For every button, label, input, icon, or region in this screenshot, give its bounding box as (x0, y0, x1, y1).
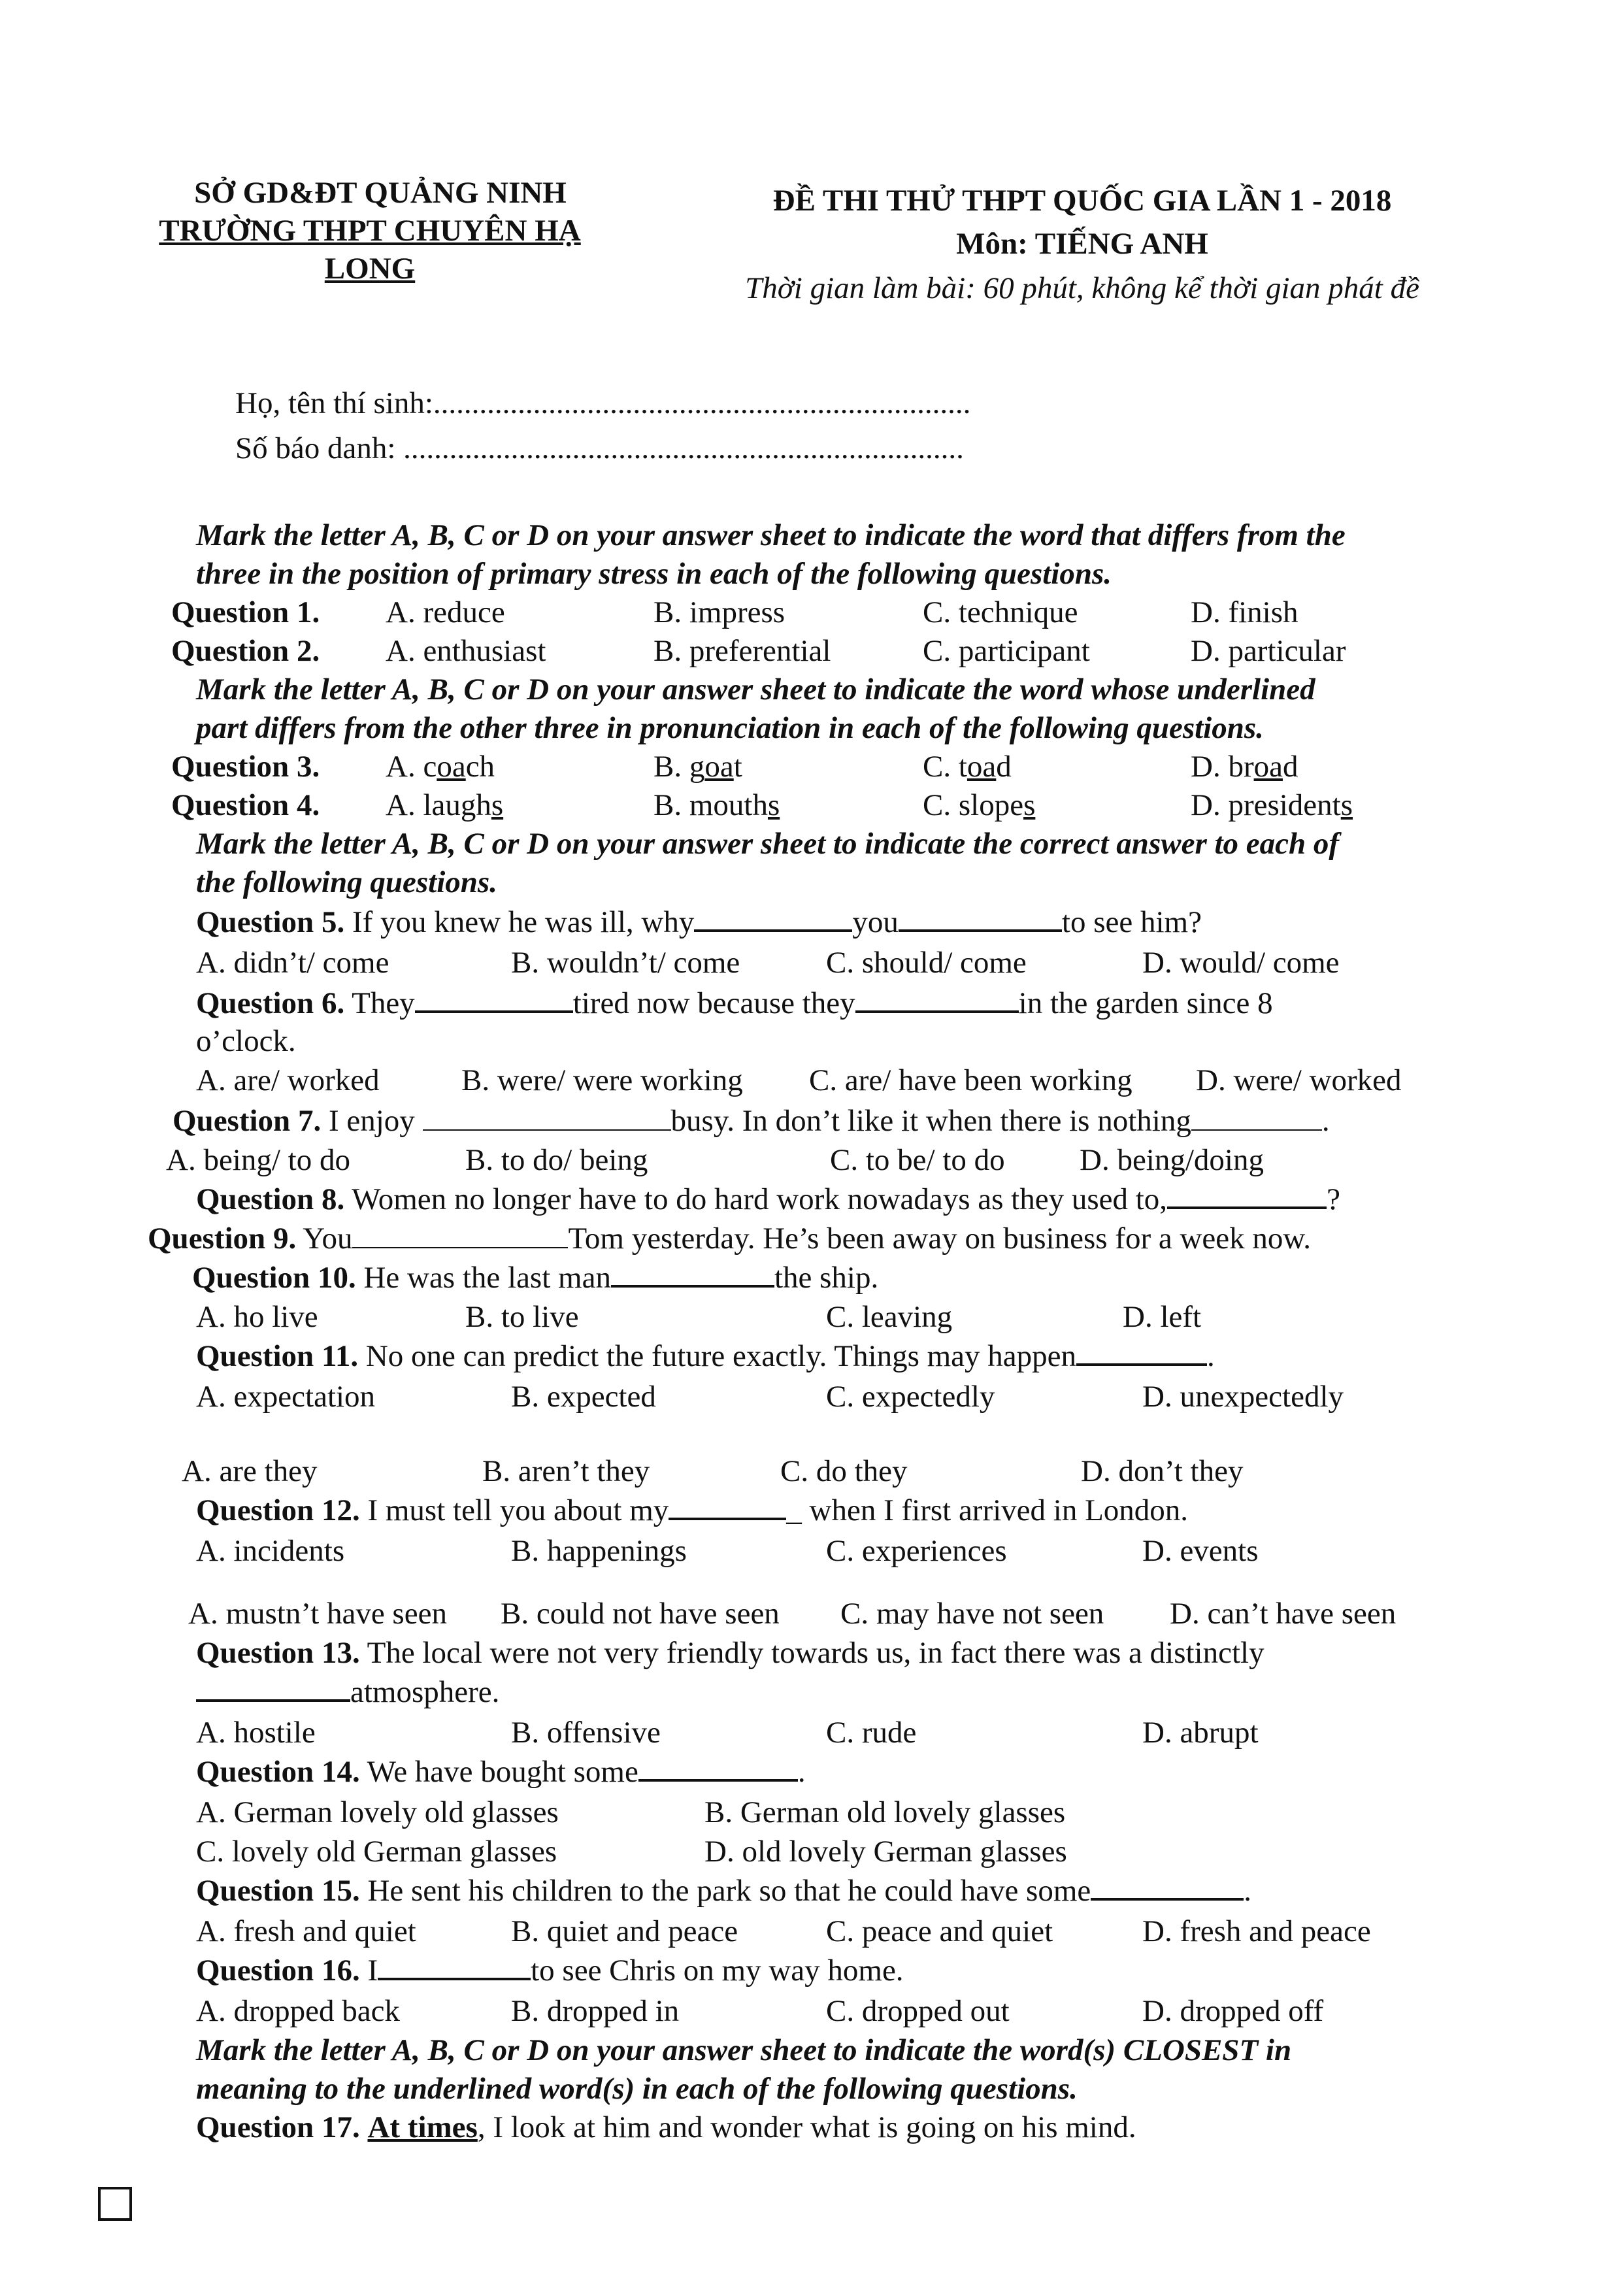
q7-option-b: B. to do/ being (465, 1143, 648, 1177)
instruction-stress-line2: three in the position of primary stress in each of the following questions. (196, 557, 1112, 591)
q5-option-c: C. should/ come (826, 946, 1027, 980)
q14-option-b: B. German old lovely glasses (704, 1795, 1066, 1829)
q2-label: Question 2. (171, 634, 320, 668)
q8-option-a: A. are they (182, 1454, 318, 1488)
instruction-pron-line1: Mark the letter A, B, C or D on your answer sheet to indicate the word whose underlined (196, 673, 1315, 707)
candidate-name-field: Họ, tên thí sinh:...................................................................... (235, 386, 971, 420)
q4-option-a: A. laughs (386, 788, 504, 822)
q14-option-a: A. German lovely old glasses (196, 1795, 559, 1829)
q4-option-b: B. mouths (653, 788, 780, 822)
q3-option-d: D. broad (1191, 750, 1298, 784)
q6-option-b: B. were/ were working (461, 1063, 743, 1097)
q6-option-d: D. were/ worked (1196, 1063, 1402, 1097)
q9-option-a: A. mustn’t have seen (188, 1597, 447, 1631)
q2-option-b: B. preferential (653, 634, 831, 668)
q11-option-c: C. expectedly (826, 1380, 995, 1414)
instruction-pron-line2: part differs from the other three in pronunciation in each of the following questions. (196, 711, 1264, 745)
q8-option-d: D. don’t they (1081, 1454, 1244, 1488)
q8-option-b: B. aren’t they (482, 1454, 650, 1488)
q16-option-a: A. dropped back (196, 1994, 400, 2028)
q4-label: Question 4. (171, 788, 320, 822)
q14-option-d: D. old lovely German glasses (704, 1835, 1067, 1869)
instruction-correct-line2: the following questions. (196, 865, 497, 899)
q14-stem: Question 14. We have bought some . (196, 1755, 806, 1789)
q5-option-b: B. wouldn’t/ come (511, 946, 740, 980)
q16-option-c: C. dropped out (826, 1994, 1010, 2028)
q9-option-b: B. could not have seen (501, 1597, 780, 1631)
q9-option-d: D. can’t have seen (1170, 1597, 1397, 1631)
q5-stem: Question 5. If you knew he was ill, why you to see him? (196, 905, 1202, 939)
q5-option-a: A. didn’t/ come (196, 946, 389, 980)
q3-option-b: B. goat (653, 750, 742, 784)
q15-stem: Question 15. He sent his children to the park so that he could have some . (196, 1874, 1252, 1908)
q11-option-b: B. expected (511, 1380, 656, 1414)
q12-option-b: B. happenings (511, 1534, 687, 1568)
q10-option-b: B. to live (465, 1300, 579, 1334)
q8-option-c: C. do they (780, 1454, 908, 1488)
q4-option-c: C. slopes (923, 788, 1036, 822)
q3-option-c: C. toad (923, 750, 1012, 784)
q10-option-d: D. left (1123, 1300, 1202, 1334)
q8-stem: Question 8. Women no longer have to do hard work nowadays as they used to, ? (196, 1182, 1340, 1216)
q4-option-d: D. presidents (1191, 788, 1353, 822)
q13-stem: Question 13. The local were not very friendly towards us, in fact there was a distinctly (196, 1636, 1265, 1670)
q7-option-a: A. being/ to do (166, 1143, 350, 1177)
q9-stem: Question 9. You Tom yesterday. He’s been away on business for a week now. (148, 1222, 1312, 1256)
q2-option-c: C. participant (923, 634, 1090, 668)
instruction-closest-line1: Mark the letter A, B, C or D on your answer sheet to indicate the word(s) CLOSEST in (196, 2033, 1292, 2067)
q7-option-d: D. being/doing (1080, 1143, 1264, 1177)
q7-stem: Question 7. I enjoy busy. In don’t like it when there is nothing . (173, 1104, 1330, 1138)
q6-stem-cont: o’clock. (196, 1024, 296, 1058)
q1-label: Question 1. (171, 595, 320, 629)
exam-title: ĐỀ THI THỬ THPT QUỐC GIA LẦN 1 - 2018 (772, 184, 1392, 218)
instruction-correct-line1: Mark the letter A, B, C or D on your answer sheet to indicate the correct answer to each of (196, 827, 1340, 861)
q12-stem: Question 12. I must tell you about my _ when I first arrived in London. (196, 1493, 1189, 1527)
q6-stem: Question 6. They tired now because they in the garden since 8 (196, 986, 1273, 1020)
exam-subject: Môn: TIẾNG ANH (956, 227, 1208, 261)
exam-time: Thời gian làm bài: 60 phút, không kể thời gian phát đề (745, 271, 1419, 305)
q11-stem: Question 11. No one can predict the future exactly. Things may happen . (196, 1339, 1215, 1373)
q1-option-b: B. impress (653, 595, 785, 629)
q15-option-c: C. peace and quiet (826, 1914, 1053, 1948)
q15-option-d: D. fresh and peace (1142, 1914, 1371, 1948)
school-name-line1: TRƯỜNG THPT CHUYÊN HẠ (159, 214, 581, 248)
q15-option-b: B. quiet and peace (511, 1914, 738, 1948)
q13-option-b: B. offensive (511, 1716, 661, 1750)
q5-option-d: D. would/ come (1142, 946, 1340, 980)
q1-option-c: C. technique (923, 595, 1078, 629)
school-name-line2: LONG (324, 252, 416, 286)
q11-option-d: D. unexpectedly (1142, 1380, 1344, 1414)
q12-option-c: C. experiences (826, 1534, 1007, 1568)
candidate-id-field: Số báo danh: ......................................................................... (235, 431, 964, 465)
instruction-closest-line2: meaning to the underlined word(s) in each of the following questions. (196, 2072, 1078, 2106)
q1-option-a: A. reduce (386, 595, 505, 629)
q6-option-a: A. are/ worked (196, 1063, 380, 1097)
q13-stem-cont: atmosphere. (196, 1677, 499, 1708)
q9-option-c: C. may have not seen (840, 1597, 1104, 1631)
q11-option-a: A. expectation (196, 1380, 376, 1414)
q7-option-c: C. to be/ to do (830, 1143, 1005, 1177)
instruction-stress-line1: Mark the letter A, B, C or D on your answer sheet to indicate the word that differs from the (196, 518, 1346, 552)
q6-option-c: C. are/ have been working (809, 1063, 1132, 1097)
q17-stem: Question 17. At times, I look at him and wonder what is going on his mind. (196, 2110, 1136, 2144)
q3-option-a: A. coach (386, 750, 495, 784)
footer-checkbox (98, 2187, 132, 2221)
q13-option-d: D. abrupt (1142, 1716, 1259, 1750)
q10-option-c: C. leaving (826, 1300, 953, 1334)
q15-option-a: A. fresh and quiet (196, 1914, 416, 1948)
q12-option-a: A. incidents (196, 1534, 345, 1568)
q1-option-d: D. finish (1191, 595, 1298, 629)
q10-stem: Question 10. He was the last man the ship. (192, 1261, 879, 1295)
q3-label: Question 3. (171, 750, 320, 784)
q14-option-c: C. lovely old German glasses (196, 1835, 557, 1869)
q16-stem: Question 16. I to see Chris on my way home. (196, 1954, 904, 1988)
q2-option-d: D. particular (1191, 634, 1346, 668)
q16-option-d: D. dropped off (1142, 1994, 1324, 2028)
q16-option-b: B. dropped in (511, 1994, 680, 2028)
dept-name: SỞ GD&ĐT QUẢNG NINH (194, 176, 567, 210)
q12-option-d: D. events (1142, 1534, 1259, 1568)
q13-option-a: A. hostile (196, 1716, 316, 1750)
q2-option-a: A. enthusiast (386, 634, 546, 668)
q10-option-a: A. ho live (196, 1300, 318, 1334)
q13-option-c: C. rude (826, 1716, 917, 1750)
